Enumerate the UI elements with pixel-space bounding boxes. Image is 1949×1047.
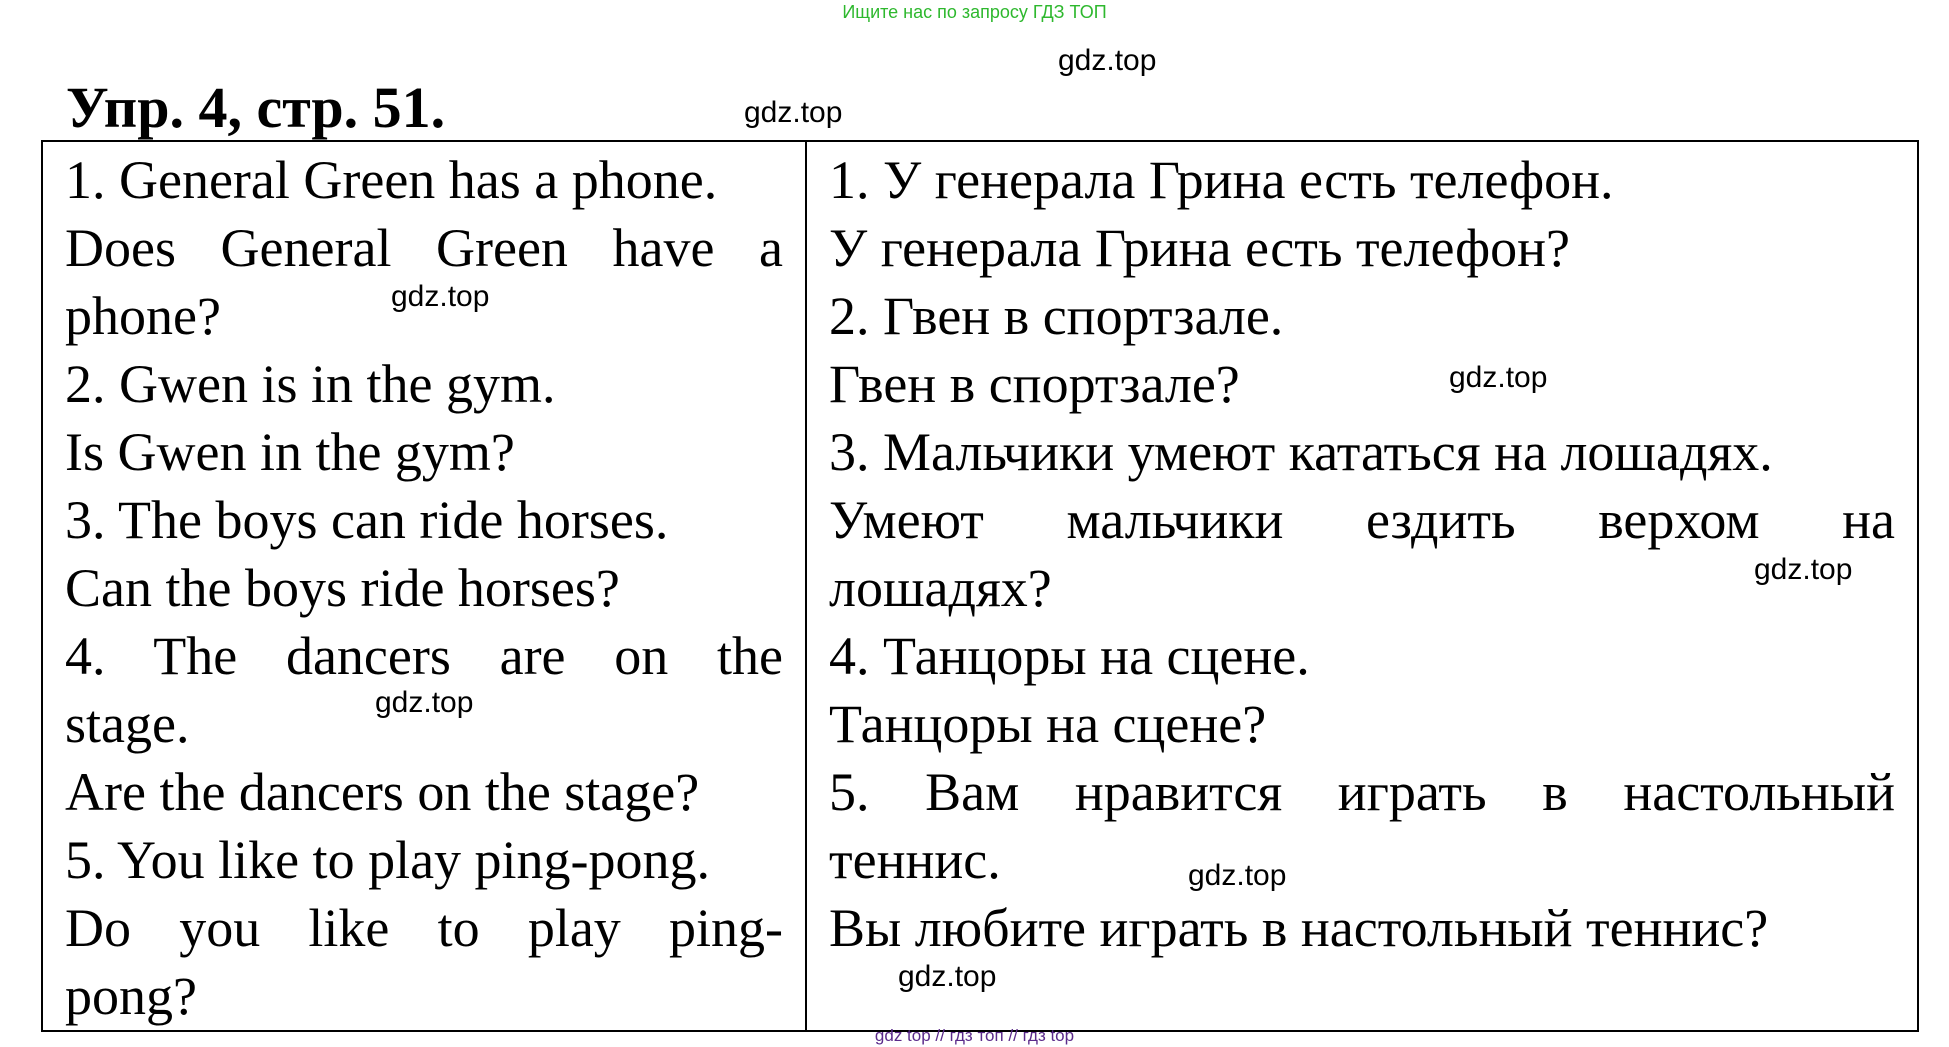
english-line: Do you like to play ping-: [65, 898, 783, 958]
top-banner: Ищите нас по запросу ГДЗ ТОП: [842, 2, 1107, 22]
russian-column: [806, 141, 1918, 1031]
english-column: [42, 141, 806, 1031]
russian-line: Танцоры на сцене?: [829, 694, 1267, 754]
english-line: 5. You like to play ping-pong.: [65, 830, 711, 890]
english-line: 2. Gwen is in the gym.: [65, 354, 556, 414]
russian-line: 5. Вам нравится играть в настольный: [829, 762, 1895, 822]
english-line: pong?: [65, 966, 197, 1026]
russian-line: Вы любите играть в настольный теннис?: [829, 898, 1769, 958]
watermark: gdz.top: [1058, 44, 1157, 77]
table-row: [42, 141, 1918, 1031]
english-line: Does General Green have a: [65, 218, 783, 278]
russian-line: У генерала Грина есть телефон?: [829, 218, 1570, 278]
watermark: gdz.top: [1449, 361, 1548, 394]
english-line: 3. The boys can ride horses.: [65, 490, 669, 550]
exercise-table: [41, 140, 1919, 1032]
watermark: gdz.top: [744, 96, 843, 129]
russian-line: Умеют мальчики ездить верхом на: [829, 490, 1895, 550]
english-line: Is Gwen in the gym?: [65, 422, 515, 482]
english-line: 1. General Green has a phone.: [65, 150, 718, 210]
page-title: Упр. 4, стр. 51.: [66, 75, 446, 140]
russian-line: Гвен в спортзале?: [829, 354, 1240, 414]
watermark: gdz.top: [1754, 553, 1853, 586]
english-line: 4. The dancers are on the: [65, 626, 783, 686]
english-line: phone?: [65, 286, 221, 346]
russian-line: лошадях?: [829, 558, 1052, 618]
english-line: Are the dancers on the stage?: [65, 762, 700, 822]
russian-line: 3. Мальчики умеют кататься на лошадях.: [829, 422, 1773, 482]
russian-line: 4. Танцоры на сцене.: [829, 626, 1310, 686]
english-line: stage.: [65, 694, 190, 754]
russian-line: 1. У генерала Грина есть телефон.: [829, 150, 1614, 210]
english-line: Can the boys ride horses?: [65, 558, 620, 618]
watermark: gdz.top: [391, 280, 490, 313]
bottom-footer: gdz top // гдз топ // гдз top: [874, 1026, 1075, 1045]
watermark: gdz.top: [375, 686, 474, 719]
watermark: gdz.top: [1188, 859, 1287, 892]
russian-line: 2. Гвен в спортзале.: [829, 286, 1284, 346]
watermark: gdz.top: [898, 960, 997, 993]
russian-line: теннис.: [829, 830, 1001, 890]
